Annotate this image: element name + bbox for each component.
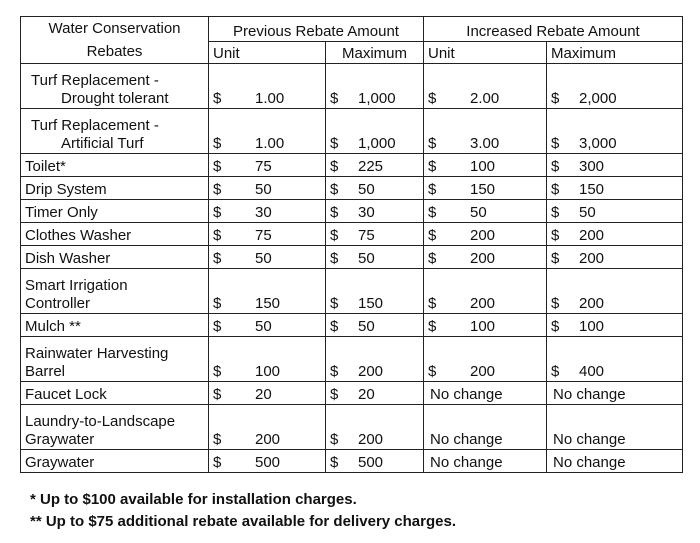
currency-symbol: $ — [428, 295, 437, 312]
increased-unit-cell — [424, 450, 547, 473]
increased-maximum-cell — [547, 200, 683, 223]
table-row — [21, 314, 683, 337]
rebate-name-line1: Toilet* — [25, 158, 66, 175]
previous-maximum-cell — [326, 64, 424, 109]
previous-maximum-cell — [326, 109, 424, 154]
amount-value: 200 — [579, 250, 605, 267]
currency-symbol: $ — [551, 250, 560, 267]
amount-value: 150 — [470, 181, 496, 198]
amount-value: 200 — [358, 431, 384, 448]
currency-symbol: $ — [330, 431, 339, 448]
previous-unit-cell — [209, 64, 326, 109]
amount-value: 500 — [358, 454, 384, 471]
currency-symbol: $ — [213, 181, 222, 198]
increased-maximum-cell — [547, 154, 683, 177]
increased-unit-cell — [424, 64, 547, 109]
table-row — [21, 382, 683, 405]
previous-maximum-cell — [326, 177, 424, 200]
currency-symbol: $ — [213, 386, 222, 403]
currency-symbol: $ — [330, 295, 339, 312]
rebate-name-line2: Drought tolerant — [61, 90, 169, 107]
increased-maximum-cell — [547, 223, 683, 246]
table-row — [21, 200, 683, 223]
rebate-name-line1: Dish Washer — [25, 250, 111, 267]
previous-unit-cell — [209, 337, 326, 382]
currency-symbol: $ — [551, 90, 560, 107]
currency-symbol: $ — [330, 318, 339, 335]
amount-value: 2,000 — [579, 90, 617, 107]
no-change-text: No change — [553, 454, 626, 471]
currency-symbol: $ — [551, 363, 560, 380]
currency-symbol: $ — [551, 318, 560, 335]
rebate-name-cell — [21, 314, 209, 337]
increased-maximum-cell — [547, 382, 683, 405]
previous-unit-cell — [209, 154, 326, 177]
no-change-text: No change — [430, 386, 503, 403]
rebate-name-cell — [21, 382, 209, 405]
currency-symbol: $ — [213, 363, 222, 380]
amount-value: 30 — [255, 204, 272, 221]
previous-maximum-cell — [326, 223, 424, 246]
currency-symbol: $ — [428, 135, 437, 152]
table-row — [21, 337, 683, 382]
amount-value: 30 — [358, 204, 375, 221]
rebate-table — [20, 16, 683, 473]
rebate-name-cell — [21, 64, 209, 109]
rebate-name-cell — [21, 269, 209, 314]
rebate-name-line1: Rainwater Harvesting — [25, 345, 169, 362]
currency-symbol: $ — [428, 250, 437, 267]
previous-unit-cell — [209, 405, 326, 450]
footnotes — [30, 489, 456, 533]
currency-symbol: $ — [330, 158, 339, 175]
currency-symbol: $ — [330, 181, 339, 198]
previous-unit-cell — [209, 177, 326, 200]
increased-maximum-cell — [547, 269, 683, 314]
previous-maximum-cell — [326, 314, 424, 337]
currency-symbol: $ — [551, 135, 560, 152]
rebate-table-body — [21, 64, 683, 473]
amount-value: 500 — [255, 454, 281, 471]
rebate-name-cell — [21, 246, 209, 269]
currency-symbol: $ — [213, 431, 222, 448]
increased-maximum-cell — [547, 314, 683, 337]
rebate-name-line2: Controller — [25, 295, 91, 312]
increased-maximum-cell — [547, 337, 683, 382]
amount-value: 200 — [470, 295, 496, 312]
no-change-text: No change — [553, 431, 626, 448]
previous-rebate-header: Previous Rebate Amount — [209, 17, 424, 42]
previous-maximum-cell — [326, 154, 424, 177]
rebate-type-header-line1: Water Conservation — [48, 20, 181, 37]
increased-unit-cell — [424, 246, 547, 269]
table-row — [21, 450, 683, 473]
currency-symbol: $ — [330, 90, 339, 107]
amount-value: 200 — [579, 227, 605, 244]
previous-unit-cell — [209, 246, 326, 269]
increased-unit-cell — [424, 337, 547, 382]
amount-value: 75 — [255, 158, 272, 175]
amount-value: 50 — [358, 250, 375, 267]
amount-value: 100 — [470, 318, 496, 335]
currency-symbol: $ — [213, 227, 222, 244]
previous-maximum-cell — [326, 337, 424, 382]
footnote-delivery: ** Up to $75 additional rebate available for delivery charges. — [30, 513, 456, 530]
rebate-type-header — [21, 17, 209, 64]
currency-symbol: $ — [428, 227, 437, 244]
amount-value: 50 — [358, 318, 375, 335]
increased-maximum-cell — [547, 109, 683, 154]
increased-unit-header: Unit — [424, 41, 547, 63]
table-row — [21, 269, 683, 314]
increased-unit-cell — [424, 223, 547, 246]
no-change-text: No change — [430, 431, 503, 448]
currency-symbol: $ — [213, 135, 222, 152]
amount-value: 400 — [579, 363, 605, 380]
amount-value: 1.00 — [255, 90, 285, 107]
rebate-name-line1: Drip System — [25, 181, 107, 198]
no-change-text: No change — [553, 386, 626, 403]
rebate-name-line1: Mulch ** — [25, 318, 81, 335]
amount-value: 1.00 — [255, 135, 285, 152]
table-row — [21, 64, 683, 109]
rebate-name-line1: Clothes Washer — [25, 227, 132, 244]
amount-value: 3.00 — [470, 135, 500, 152]
rebate-name-line1: Timer Only — [25, 204, 98, 221]
rebate-name-line1: Laundry-to-Landscape — [25, 413, 176, 430]
currency-symbol: $ — [551, 295, 560, 312]
previous-unit-cell — [209, 382, 326, 405]
increased-unit-cell — [424, 314, 547, 337]
amount-value: 50 — [255, 181, 272, 198]
table-row — [21, 405, 683, 450]
currency-symbol: $ — [428, 181, 437, 198]
amount-value: 1,000 — [358, 90, 396, 107]
currency-symbol: $ — [551, 158, 560, 175]
currency-symbol: $ — [330, 227, 339, 244]
currency-symbol: $ — [213, 454, 222, 471]
table-row — [21, 246, 683, 269]
table-row — [21, 177, 683, 200]
amount-value: 50 — [255, 318, 272, 335]
previous-maximum-cell — [326, 246, 424, 269]
currency-symbol: $ — [428, 158, 437, 175]
rebate-name-line2: Barrel — [25, 363, 66, 380]
currency-symbol: $ — [428, 318, 437, 335]
rebate-name-line1: Graywater — [25, 454, 95, 471]
increased-maximum-header: Maximum — [547, 41, 683, 63]
increased-unit-cell — [424, 177, 547, 200]
amount-value: 100 — [470, 158, 496, 175]
amount-value: 100 — [255, 363, 281, 380]
rebate-name-cell — [21, 405, 209, 450]
amount-value: 150 — [579, 181, 605, 198]
table-row — [21, 223, 683, 246]
rebate-name-cell — [21, 450, 209, 473]
previous-unit-cell — [209, 109, 326, 154]
amount-value: 75 — [358, 227, 375, 244]
amount-value: 225 — [358, 158, 384, 175]
increased-unit-cell — [424, 154, 547, 177]
increased-unit-cell — [424, 405, 547, 450]
amount-value: 1,000 — [358, 135, 396, 152]
table-row — [21, 154, 683, 177]
currency-symbol: $ — [213, 158, 222, 175]
currency-symbol: $ — [428, 204, 437, 221]
table-row — [21, 109, 683, 154]
amount-value: 50 — [579, 204, 596, 221]
amount-value: 200 — [255, 431, 281, 448]
currency-symbol: $ — [330, 250, 339, 267]
rebate-name-cell — [21, 177, 209, 200]
amount-value: 200 — [470, 363, 496, 380]
no-change-text: No change — [430, 454, 503, 471]
rebate-name-cell — [21, 154, 209, 177]
rebate-name-line2: Artificial Turf — [61, 135, 144, 152]
rebate-name-line1: Turf Replacement - — [31, 117, 159, 134]
rebate-name-cell — [21, 223, 209, 246]
increased-unit-cell — [424, 269, 547, 314]
amount-value: 50 — [255, 250, 272, 267]
amount-value: 200 — [358, 363, 384, 380]
increased-unit-cell — [424, 109, 547, 154]
currency-symbol: $ — [330, 454, 339, 471]
increased-unit-cell — [424, 200, 547, 223]
previous-maximum-cell — [326, 269, 424, 314]
amount-value: 3,000 — [579, 135, 617, 152]
amount-value: 150 — [358, 295, 384, 312]
previous-unit-cell — [209, 450, 326, 473]
rebate-name-line2: Graywater — [25, 431, 95, 448]
amount-value: 20 — [358, 386, 375, 403]
currency-symbol: $ — [551, 227, 560, 244]
previous-maximum-header: Maximum — [326, 41, 424, 63]
currency-symbol: $ — [551, 181, 560, 198]
previous-unit-cell — [209, 223, 326, 246]
currency-symbol: $ — [428, 363, 437, 380]
increased-maximum-cell — [547, 405, 683, 450]
increased-rebate-header: Increased Rebate Amount — [424, 17, 683, 42]
currency-symbol: $ — [213, 250, 222, 267]
rebate-name-cell — [21, 109, 209, 154]
rebate-name-line1: Faucet Lock — [25, 386, 107, 403]
previous-maximum-cell — [326, 382, 424, 405]
amount-value: 200 — [470, 250, 496, 267]
previous-maximum-cell — [326, 450, 424, 473]
amount-value: 300 — [579, 158, 605, 175]
amount-value: 2.00 — [470, 90, 500, 107]
increased-maximum-cell — [547, 64, 683, 109]
amount-value: 200 — [470, 227, 496, 244]
amount-value: 200 — [579, 295, 605, 312]
amount-value: 50 — [358, 181, 375, 198]
previous-maximum-cell — [326, 405, 424, 450]
currency-symbol: $ — [213, 204, 222, 221]
amount-value: 75 — [255, 227, 272, 244]
currency-symbol: $ — [213, 318, 222, 335]
footnote-installation: * Up to $100 available for installation charges. — [30, 491, 357, 508]
currency-symbol: $ — [213, 295, 222, 312]
currency-symbol: $ — [213, 90, 222, 107]
increased-maximum-cell — [547, 177, 683, 200]
rebate-name-line1: Turf Replacement - — [31, 72, 159, 89]
currency-symbol: $ — [330, 386, 339, 403]
amount-value: 100 — [579, 318, 605, 335]
currency-symbol: $ — [330, 363, 339, 380]
currency-symbol: $ — [551, 204, 560, 221]
rebate-type-header-line2: Rebates — [86, 43, 143, 60]
rebate-name-line1: Smart Irrigation — [25, 277, 128, 294]
increased-maximum-cell — [547, 450, 683, 473]
amount-value: 20 — [255, 386, 272, 403]
previous-unit-cell — [209, 314, 326, 337]
rebate-name-cell — [21, 337, 209, 382]
previous-unit-cell — [209, 200, 326, 223]
currency-symbol: $ — [330, 204, 339, 221]
previous-maximum-cell — [326, 200, 424, 223]
increased-unit-cell — [424, 382, 547, 405]
currency-symbol: $ — [330, 135, 339, 152]
previous-unit-cell — [209, 269, 326, 314]
amount-value: 50 — [470, 204, 487, 221]
currency-symbol: $ — [428, 90, 437, 107]
increased-maximum-cell — [547, 246, 683, 269]
rebate-name-cell — [21, 200, 209, 223]
previous-unit-header: Unit — [209, 41, 326, 63]
amount-value: 150 — [255, 295, 281, 312]
